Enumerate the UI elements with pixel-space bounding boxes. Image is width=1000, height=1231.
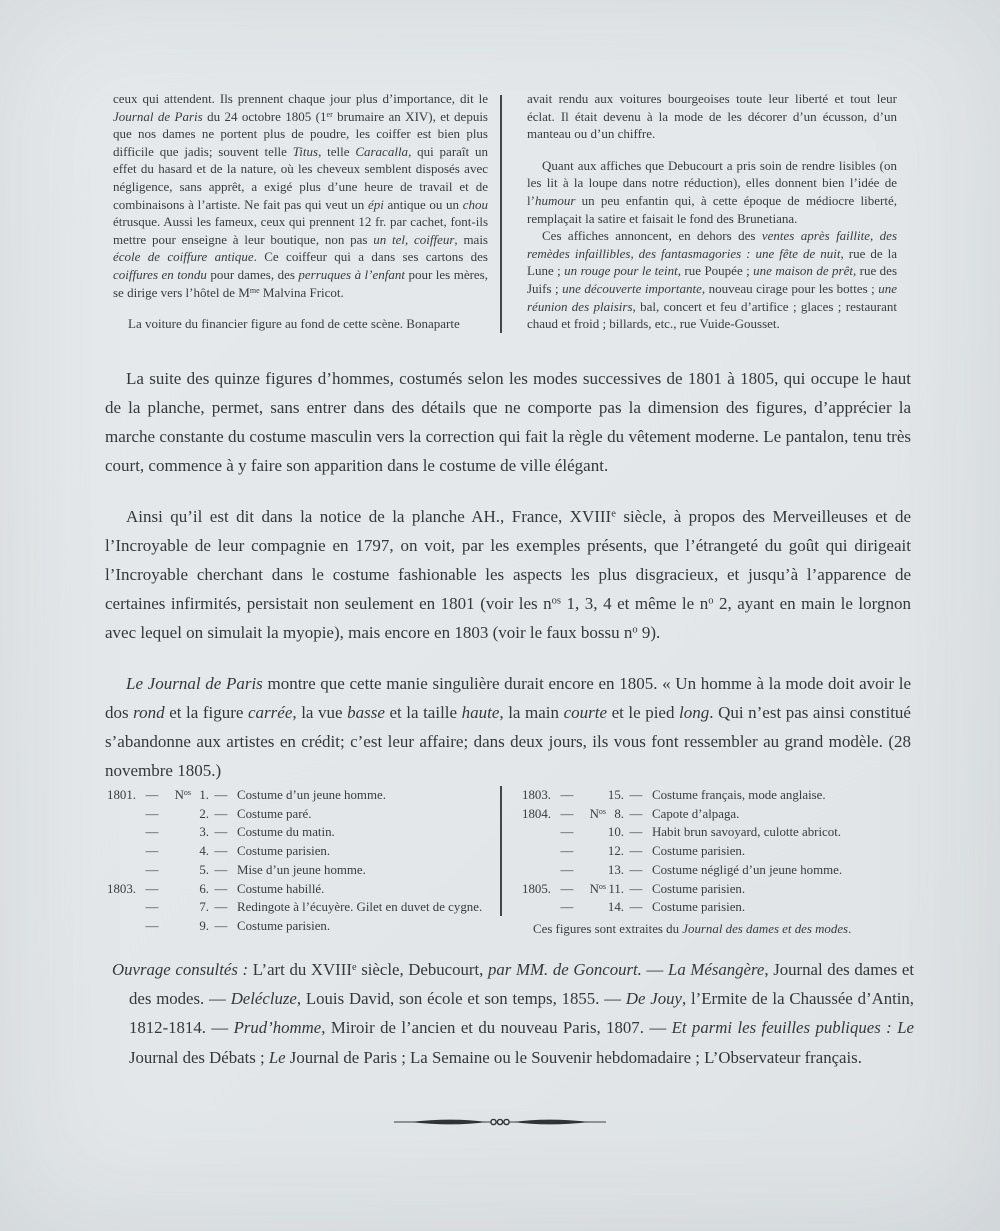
figure-list-footer: [533, 920, 917, 939]
text-run: basse: [347, 703, 385, 722]
text-run: une réunion des plaisirs: [527, 280, 897, 314]
left-column-paragraph-2: [113, 315, 488, 333]
list-cell-num: 7.: [199, 900, 209, 915]
text-run: carrée: [248, 703, 293, 722]
text-run: , la vue: [292, 703, 348, 722]
list-cell-num: 10.: [607, 825, 624, 840]
list-cell-year: 1803.: [522, 788, 552, 802]
text-run: N: [589, 881, 599, 896]
text-run: , rue Poupée ;: [677, 263, 754, 279]
text-run: e: [611, 508, 616, 520]
text-run: me: [249, 285, 260, 295]
list-cell-sep: —: [560, 900, 574, 915]
text-run: siècle, à propos des Merveilleuses et de l’Incroyable de leur compagnie en 1797, on voit, par les exemples présents, que l’étrangeté du goût qui dirigeait l’Incroyable cherchant dans le costume fashionable les aspects les plus disgracieux, et jusqu’à l’apparence de certaines infirmités, persistait non seulement en 1801 (voir les n: [105, 507, 912, 613]
text-run: os: [183, 788, 191, 798]
text-run: , nouveau cirage pour les bottes ;: [701, 280, 879, 296]
list-cell-label: Costume paré.: [237, 806, 312, 821]
text-run: Journal de Paris ; La Semaine ou le Souvenir hebdomadaire ; L’Observateur français.: [285, 1047, 862, 1067]
text-run: étrusque. Aussi les fameux, ceux qui prennent 12 fr. par cachet, font-ils mettre pour enseigne à leur boutique, non pas: [113, 214, 488, 247]
text-run: coiffures en tondu: [113, 266, 207, 282]
text-run: long: [679, 703, 710, 722]
list-cell-dash: —: [214, 881, 228, 896]
text-run: 1, 3, 4 et même le n: [561, 594, 709, 613]
list-cell-dash: —: [214, 788, 228, 802]
text-run: pour les mères, se dirige vers l’hôtel de M: [113, 266, 488, 300]
list-item: [522, 861, 917, 880]
list-cell-label: Costume du matin.: [237, 825, 335, 840]
text-run: , rue de la Lune ;: [527, 245, 897, 279]
list-cell-dash: —: [629, 844, 643, 859]
list-cell-num: 9.: [199, 918, 209, 933]
list-cell-year: 1804.: [522, 806, 552, 821]
top-two-column-section: [113, 90, 897, 333]
text-run: Caracalla: [355, 143, 409, 159]
list-cell-label: Habit brun savoyard, culotte abricot.: [652, 825, 842, 840]
text-run: , Miroir de l’ancien et du nouveau Paris, 1807. —: [321, 1018, 672, 1038]
list-cell-label: Costume parisien.: [652, 881, 746, 896]
top-right-column: [527, 90, 897, 333]
list-cell-dash: —: [214, 900, 228, 915]
list-cell-dash: —: [629, 881, 643, 896]
list-cell-label: Mise d’un jeune homme.: [237, 862, 366, 877]
text-run: et le pied: [607, 703, 680, 722]
text-run: . Qui n’est pas ainsi constitué s’abandonne aux artistes en crédit; c’est leur affaire; dans deux jours, ils vous font ressembler au grand modèle. (28 novembre 1805.): [105, 703, 911, 780]
text-run: —: [641, 960, 669, 979]
main-paragraph-3: [105, 669, 911, 785]
list-cell-sep: —: [560, 788, 574, 802]
text-run: perruques à l’enfant: [298, 266, 405, 282]
text-run: Ces figures sont extraites du: [533, 921, 683, 936]
text-run: . Ce coiffeur qui a dans ses cartons des: [253, 249, 488, 265]
text-run: Ces affiches annoncent, en dehors des: [542, 228, 762, 244]
divider-ornament: [394, 1115, 606, 1129]
text-run: par MM. de Goncourt.: [488, 960, 642, 979]
text-run: pour dames, des: [206, 266, 299, 282]
text-run: o: [632, 624, 638, 636]
text-run: antique ou un: [383, 196, 463, 212]
list-cell-label: Costume d’un jeune homme.: [237, 788, 386, 802]
list-cell-label: Costume parisien.: [652, 844, 746, 859]
text-run: os: [598, 881, 606, 891]
text-run: chou: [462, 196, 488, 212]
list-cell-dash: —: [214, 806, 228, 821]
text-run: os: [551, 595, 562, 607]
divider-ornament-graphic: [394, 1115, 606, 1129]
text-run: Journal des Débats ;: [129, 1047, 269, 1067]
text-run: , qui paraît un effet du hasard et de la nature, où les cheveux semblent disposés avec négligence, sans apprêt, a exigé plus d’une heure de travail et de combinaisons à l’artiste. Ne fait pas qui veut un: [113, 143, 488, 212]
text-run: et la figure: [164, 703, 249, 722]
list-cell-num: 11.: [608, 881, 624, 896]
text-run: Malvina Fricot.: [259, 284, 344, 300]
text-run: siècle, Debucourt,: [356, 960, 489, 979]
right-column-paragraph-2: [527, 157, 897, 227]
text-run: Ouvrage consultés :: [112, 960, 249, 979]
text-run: une maison de prêt: [753, 263, 853, 279]
list-cell-dash: —: [629, 788, 643, 802]
text-run: , Louis David, son école et son temps, 1855. —: [296, 989, 626, 1009]
list-cell-sep: —: [560, 881, 574, 896]
list-cell-num: 13.: [607, 862, 624, 877]
text-run: un peu enfantin qui, à cette époque de médiocre liberté, remplaçait la satire et faisait le fond des Brunetiana.: [527, 192, 897, 226]
figure-list-right-rows: [522, 786, 917, 917]
text-run: épi: [367, 196, 384, 212]
text-run: haute: [461, 703, 500, 722]
text-run: et la taille: [384, 703, 462, 722]
text-run: un tel, coiffeur: [373, 231, 455, 247]
list-cell-num: 8.: [614, 806, 624, 821]
list-cell-num: 12.: [607, 844, 624, 859]
list-item: [522, 880, 917, 899]
list-cell-num: 6.: [199, 881, 209, 896]
list-cell-num: 5.: [199, 862, 209, 877]
list-cell-sep: —: [145, 825, 159, 840]
list-cell-dash: —: [629, 806, 643, 821]
list-cell-label: Costume parisien.: [237, 844, 331, 859]
list-cell-year: 1805.: [522, 881, 552, 896]
text-run: Le: [268, 1047, 286, 1067]
list-cell-dash: —: [629, 862, 643, 877]
list-cell-sep: —: [560, 862, 574, 877]
list-cell-dash: —: [214, 862, 228, 877]
text-run: De Jouy: [625, 989, 682, 1009]
list-cell-year: 1803.: [107, 881, 137, 896]
text-run: , l’Ermite de la Chaussée d’Antin, 1812-1814. —: [129, 989, 914, 1038]
text-run: .: [848, 921, 852, 936]
list-cell-sep: —: [560, 825, 574, 840]
text-run: Titus: [292, 143, 319, 159]
text-run: avait rendu aux voitures bourgeoises toute leur liberté et tout leur éclat. Il était devenu à la mode de les décorer d’un écusson, d’un manteau ou d’un chiffre.: [527, 91, 897, 142]
list-cell-dash: —: [214, 918, 228, 933]
text-run: ceux qui attendent. Ils prennent chaque jour plus d’importance, dit le: [113, 91, 488, 106]
text-run: du 24 octobre 1805 (1: [202, 108, 327, 124]
text-run: humour: [534, 192, 576, 208]
list-cell-pre: [163, 786, 191, 805]
text-run: courte: [563, 703, 608, 722]
list-cell-sep: —: [560, 806, 574, 821]
text-run: e: [351, 961, 357, 973]
list-cell-label: Costume habillé.: [237, 881, 325, 896]
text-run: montre que cette manie singulière durait encore en 1805. « Un homme à la mode doit avoir le dos: [105, 674, 911, 722]
figure-list-right-column: [522, 786, 917, 939]
list-cell-year: 1801.: [107, 788, 137, 802]
text-run: N: [174, 788, 184, 802]
list-cell-num: 14.: [607, 900, 624, 915]
list-cell-num: 2.: [199, 806, 209, 821]
text-run: , mais: [454, 231, 488, 247]
text-run: , la main: [499, 703, 564, 722]
list-cell-dash: —: [214, 844, 228, 859]
list-divider-rule: [500, 786, 502, 916]
list-cell-num: 1.: [199, 788, 209, 802]
text-run: La voiture du financier figure au fond de cette scène. Bonaparte: [128, 316, 460, 332]
right-column-paragraph-1: [527, 90, 897, 143]
main-paragraph-1: [105, 364, 911, 480]
list-item: [522, 823, 917, 842]
text-run: un rouge pour le teint: [564, 263, 678, 279]
list-cell-label: Costume parisien.: [652, 900, 746, 915]
sources-paragraph: [112, 955, 914, 1072]
list-cell-sep: —: [145, 881, 159, 896]
right-column-paragraph-3: [527, 227, 897, 333]
text-run: école de coiffure antique: [113, 249, 254, 265]
text-run: N: [589, 806, 599, 821]
text-run: , telle: [318, 143, 356, 159]
figure-list-left-column: [107, 786, 493, 939]
list-cell-num: 15.: [607, 788, 624, 802]
text-run: 9).: [637, 623, 661, 642]
list-cell-sep: —: [145, 862, 159, 877]
text-run: o: [708, 595, 714, 607]
main-paragraph-2: [105, 502, 911, 647]
text-run: Prud’homme: [233, 1018, 322, 1038]
text-run: brumaire an XIV), et depuis que nos dames ne portent plus de poudre, les coiffer est bien plus difficile que jadis; souvent telle: [113, 108, 488, 159]
text-run: Le Journal de Paris: [126, 674, 263, 693]
main-text-section: [105, 364, 911, 807]
text-run: Journal des dames et des modes: [682, 921, 849, 936]
list-cell-label: Redingote à l’écuyère. Gilet en duvet de cygne.: [237, 900, 483, 915]
list-cell-num: 4.: [199, 844, 209, 859]
text-run: Quant aux affiches que Debucourt a pris soin de rendre lisibles (on les lit à la loupe dans notre réduction), elles donnent bien l’idée de l’: [527, 157, 897, 208]
list-cell-dash: —: [629, 900, 643, 915]
left-column-paragraph-1: [113, 90, 488, 301]
top-left-column: [113, 90, 488, 333]
text-run: Journal de Paris: [113, 108, 203, 124]
text-run: , rue des Juifs ;: [527, 263, 898, 296]
list-cell-label: Costume français, mode anglaise.: [652, 788, 826, 802]
list-item: [522, 805, 917, 824]
list-cell-dash: —: [629, 825, 643, 840]
list-cell-sep: —: [145, 806, 159, 821]
text-run: , Journal des dames et des modes. —: [129, 960, 915, 1009]
text-run: Ainsi qu’il est dit dans la notice de la planche AH., France, XVIII: [126, 507, 612, 526]
list-item: [522, 842, 917, 861]
list-cell-dash: —: [214, 825, 228, 840]
list-item: [107, 861, 493, 880]
text-run: une découverte importante: [562, 280, 702, 296]
list-item: [107, 880, 493, 899]
list-item: [107, 917, 493, 936]
text-run: L’art du XVIII: [248, 960, 352, 979]
list-cell-sep: —: [145, 918, 159, 933]
list-item: [107, 842, 493, 861]
text-run: ventes après faillite, des remèdes infaillibles, des fantasmagories : une fête de nuit: [527, 228, 898, 261]
list-item: [107, 786, 493, 805]
text-run: rond: [133, 703, 165, 722]
list-cell-num: 3.: [199, 825, 209, 840]
figure-list-section: [107, 786, 917, 939]
list-cell-label: Capote d’alpaga.: [652, 806, 740, 821]
list-cell-sep: —: [145, 844, 159, 859]
list-item: [107, 898, 493, 917]
text-run: os: [598, 806, 606, 816]
text-run: Et parmi les feuilles publiques : Le: [671, 1018, 914, 1038]
text-run: 2, ayant en main le lorgnon avec lequel on simulait la myopie), mais encore en 1803 (voir le faux bossu n: [105, 594, 911, 642]
list-item: [107, 805, 493, 824]
list-cell-label: Costume parisien.: [237, 918, 331, 933]
list-item: [107, 823, 493, 842]
text-run: er: [326, 109, 333, 119]
text-run: La Mésangère: [668, 960, 765, 979]
list-cell-sep: —: [145, 900, 159, 915]
text-run: , bal, concert et feu d’artifice ; glaces ; restaurant chaud et froid ; billards, etc., rue Vuide-Gousset.: [527, 298, 897, 332]
list-item: [522, 786, 917, 805]
text-run: Delécluze: [230, 989, 297, 1009]
column-divider-rule: [500, 95, 502, 333]
list-cell-pre: [578, 880, 606, 899]
list-cell-sep: —: [145, 788, 159, 802]
list-cell-sep: —: [560, 844, 574, 859]
list-cell-pre: [578, 805, 606, 824]
list-item: [522, 898, 917, 917]
list-cell-label: Costume négligé d’un jeune homme.: [652, 862, 843, 877]
text-run: La suite des quinze figures d’hommes, costumés selon les modes successives de 1801 à 1805, qui occupe le haut de la planche, permet, sans entrer dans des détails que ne comporte pas la dimension des figures, d’apprécier la marche constante du costume masculin vers la correction qui fait la règle du vêtement moderne. Le pantalon, tenu très court, commence à y faire son apparition dans le costume de ville élégant.: [105, 369, 911, 475]
